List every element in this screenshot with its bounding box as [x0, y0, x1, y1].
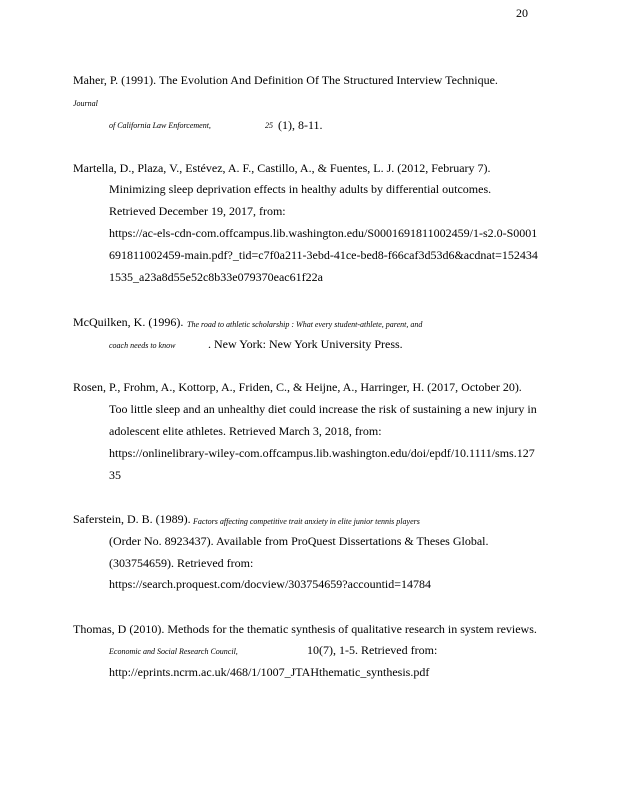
reference-url-line: 35	[109, 468, 121, 482]
reference-line: Minimizing sleep deprivation effects in healthy adults by differential outcomes.	[109, 182, 492, 196]
reference-source: Economic and Social Research Council,	[109, 647, 238, 656]
reference-url-line: 1535_a23a8d55e52c8b33e079370eac61f22a	[109, 270, 323, 284]
reference-url-line: 691811002459-main.pdf?_tid=c7f0a211-3ebd-41ce-bed8-f66caf3d53d6&acdnat=152434	[109, 248, 538, 262]
reference-line: (Order No. 8923437). Available from ProQuest Dissertations & Theses Global.	[109, 534, 489, 548]
reference-line: adolescent elite athletes. Retrieved March 3, 2018, from:	[109, 424, 382, 438]
reference-journal-label: Journal	[73, 99, 98, 108]
reference-publisher: . New York: New York University Press.	[208, 337, 403, 351]
reference-title: The road to athletic scholarship : What every student-athlete, parent, and	[187, 320, 423, 329]
reference-title: Factors affecting competitive trait anxiety in elite junior tennis players	[193, 517, 420, 526]
reference-volume-pages: 10(7), 1-5. Retrieved from:	[307, 643, 438, 657]
reference-line: Too little sleep and an unhealthy diet could increase the risk of sustaining a new injury in	[109, 402, 537, 416]
reference-line: Rosen, P., Frohm, A., Kottorp, A., Friden, C., & Heijne, A., Harringer, H. (2017, October 20).	[73, 380, 522, 394]
reference-url-line: https://search.proquest.com/docview/303754659?accountid=14784	[109, 577, 432, 591]
page-number: 20	[516, 6, 528, 20]
reference-line: Maher, P. (1991). The Evolution And Definition Of The Structured Interview Technique.	[73, 73, 498, 87]
reference-line: (303754659). Retrieved from:	[109, 556, 254, 570]
reference-line: Thomas, D (2010). Methods for the thematic synthesis of qualitative research in system reviews.	[73, 622, 537, 636]
reference-author: McQuilken, K. (1996).	[73, 315, 184, 329]
reference-line: Martella, D., Plaza, V., Estévez, A. F., Castillo, A., & Fuentes, L. J. (2012, February 7).	[73, 161, 491, 175]
reference-author: Saferstein, D. B. (1989).	[73, 512, 191, 526]
reference-url-line: https://ac-els-cdn-com.offcampus.lib.washington.edu/S0001691811002459/1-s2.0-S0001	[109, 226, 538, 240]
reference-line: Retrieved December 19, 2017, from:	[109, 204, 286, 218]
reference-issue-pages: (1), 8-11.	[278, 118, 323, 132]
reference-url-line: https://onlinelibrary-wiley-com.offcampus.lib.washington.edu/doi/epdf/10.1111/sms.127	[109, 446, 535, 460]
reference-url-line: http://eprints.ncrm.ac.uk/468/1/1007_JTAHthematic_synthesis.pdf	[109, 665, 430, 679]
reference-title: coach needs to know	[109, 341, 176, 350]
reference-volume: 25	[265, 121, 273, 130]
reference-source: of California Law Enforcement,	[109, 121, 211, 130]
